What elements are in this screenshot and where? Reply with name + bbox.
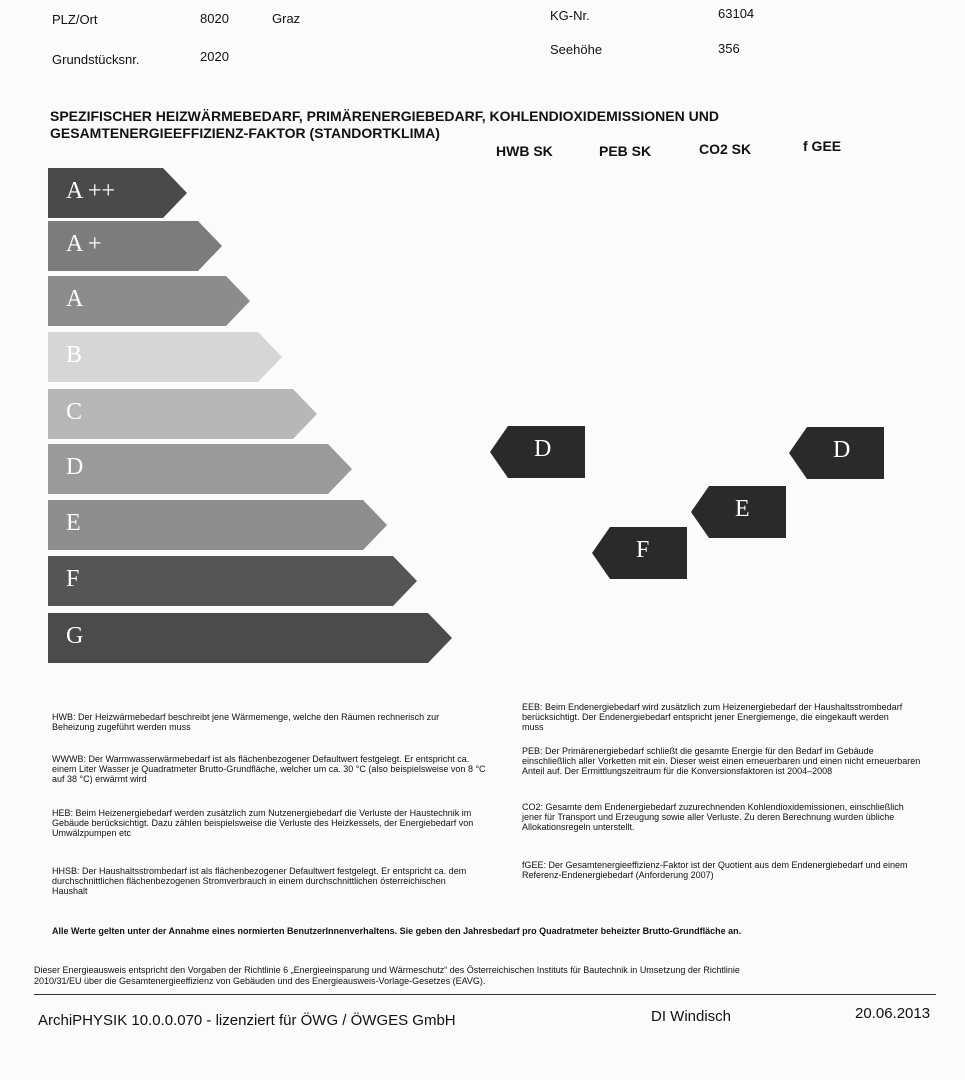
energy-class-bar-8: [48, 556, 417, 606]
seehoehe-label: Seehöhe: [550, 42, 603, 57]
energy-class-label: A ++: [66, 178, 116, 204]
energy-class-bar-1: [48, 168, 187, 218]
column-header-co2: CO2 SK: [699, 141, 752, 157]
rating-marker-hwb: [490, 426, 585, 478]
note-co2: CO2: Gesamte dem Endenergiebedarf zuzurechnenden Kohlendioxidemissionen, einschließlich jener für Transport und Erzeugung sowie aller Verluste. Zu deren Berechnung wurden übliche Allokationsregeln unterstellt.: [522, 802, 904, 832]
rating-co2-label: E: [735, 496, 750, 522]
rating-peb-label: F: [636, 537, 650, 563]
footer-divider: [34, 994, 936, 995]
kg-value: 63104: [718, 6, 755, 21]
legal-line-2: 2010/31/EU über die Gesamtenergieeffizienz von Gebäuden und des Energieausweis-Vorlage-Gesetzes (EAVG).: [34, 976, 486, 986]
grundstuck-label: Grundstücksnr.: [52, 52, 140, 67]
energy-class-label: A: [66, 286, 84, 312]
footer-author: DI Windisch: [651, 1008, 732, 1025]
energy-class-label: F: [66, 566, 80, 592]
energy-class-label: G: [66, 623, 84, 649]
energy-class-label: A +: [66, 231, 102, 257]
note-hwb: HWB: Der Heizwärmebedarf beschreibt jene Wärmemenge, welche den Räumen rechnerisch zur Beheizung zugeführt werden muss: [52, 712, 440, 732]
section-title-line2: GESAMTENERGIEEFFIZIENZ-FAKTOR (STANDORTKLIMA): [50, 125, 440, 141]
energy-class-bar-5: [48, 389, 317, 439]
energy-class-label: E: [66, 510, 81, 536]
note-fgee: fGEE: Der Gesamtenergieeffizienz-Faktor ist der Quotient aus dem Endenergiebedarf und einem Referenz-Endenergiebedarf (Anforderung 2007): [522, 860, 908, 880]
legal-line-1: Dieser Energieausweis entspricht den Vorgaben der Richtlinie 6 „Energieeinsparung und Wärmeschutz“ des Österreichischen Instituts für Bautechnik in Umsetzung der Richtlinie: [34, 965, 740, 975]
energy-class-bar-6: [48, 444, 352, 494]
assumption-note: Alle Werte gelten unter der Annahme eines normierten BenutzerInnenverhaltens. Sie geben den Jahresbedarf pro Quadratmeter beheizter Brutto-Grundfläche an.: [52, 926, 742, 936]
note-hhsb: HHSB: Der Haushaltsstrombedarf ist als flächenbezogener Defaultwert festgelegt. Er entspricht ca. dem durchschnittlichen flächenbezogenen Stromverbrauch in einem durchschnittlichen österreichischen Haushalt: [52, 866, 467, 896]
plz-value: 8020: [200, 11, 229, 26]
note-heb: HEB: Beim Heizenergiebedarf werden zusätzlich zum Nutzenergiebedarf die Verluste der Haustechnik im Gebäude berücksichtigt. Dazu zählen beispielsweise die Verluste des Heizkessels, der Energiebedarf von Umwälzpumpen etc: [52, 808, 474, 838]
rating-fgee-label: D: [833, 437, 851, 463]
energy-class-bar-4: [48, 332, 282, 382]
kg-label: KG-Nr.: [550, 8, 590, 23]
plz-label: PLZ/Ort: [52, 12, 98, 27]
note-peb: PEB: Der Primärenergiebedarf schließt die gesamte Energie für den Bedarf im Gebäude einschließlich aller Vorketten mit ein. Dieser weist einen erneuerbaren und einen nicht erneuerbaren Anteil auf. Der Ermittlungszeitraum für die Konversionsfaktoren ist 2004–2008: [522, 746, 921, 776]
column-header-peb: PEB SK: [599, 143, 652, 159]
rating-marker-fgee: [789, 427, 884, 479]
rating-marker-peb: [592, 527, 687, 579]
column-header-hwb: HWB SK: [496, 143, 553, 159]
footer-date: 20.06.2013: [855, 1005, 931, 1022]
rating-marker-co2: [691, 486, 786, 538]
rating-hwb-label: D: [534, 436, 552, 462]
footer-software: ArchiPHYSIK 10.0.0.070 - lizenziert für ÖWG / ÖWGES GmbH: [38, 1012, 456, 1029]
section-title-line1: SPEZIFISCHER HEIZWÄRMEBEDARF, PRIMÄRENERGIEBEDARF, KOHLENDIOXIDEMISSIONEN UND: [50, 108, 719, 124]
note-eeb: EEB: Beim Endenergiebedarf wird zusätzlich zum Heizenergiebedarf der Haushaltsstrombedarf berücksichtigt. Der Endenergiebedarf entspricht jener Energiemenge, die eingekauft werden muss: [522, 702, 903, 732]
energy-class-bar-9: [48, 613, 452, 663]
energy-class-label: B: [66, 342, 83, 368]
grundstuck-value: 2020: [200, 49, 229, 64]
energy-class-label: C: [66, 399, 83, 425]
note-wwwb: WWWB: Der Warmwasserwärmebedarf ist als flächenbezogener Defaultwert festgelegt. Er entspricht ca. einem Liter Wasser je Quadratmeter Brutto-Grundfläche, welcher um ca. 30 °C (also beispielsweise von 8 °C auf 38 °C) erwärmt wird: [52, 754, 486, 784]
ort-value: Graz: [272, 11, 301, 26]
energy-class-label: D: [66, 454, 84, 480]
column-header-fgee: f GEE: [803, 138, 842, 154]
energy-class-bar-7: [48, 500, 387, 550]
seehoehe-value: 356: [718, 41, 740, 56]
energy-class-bar-2: [48, 221, 222, 271]
energy-class-bar-3: [48, 276, 250, 326]
